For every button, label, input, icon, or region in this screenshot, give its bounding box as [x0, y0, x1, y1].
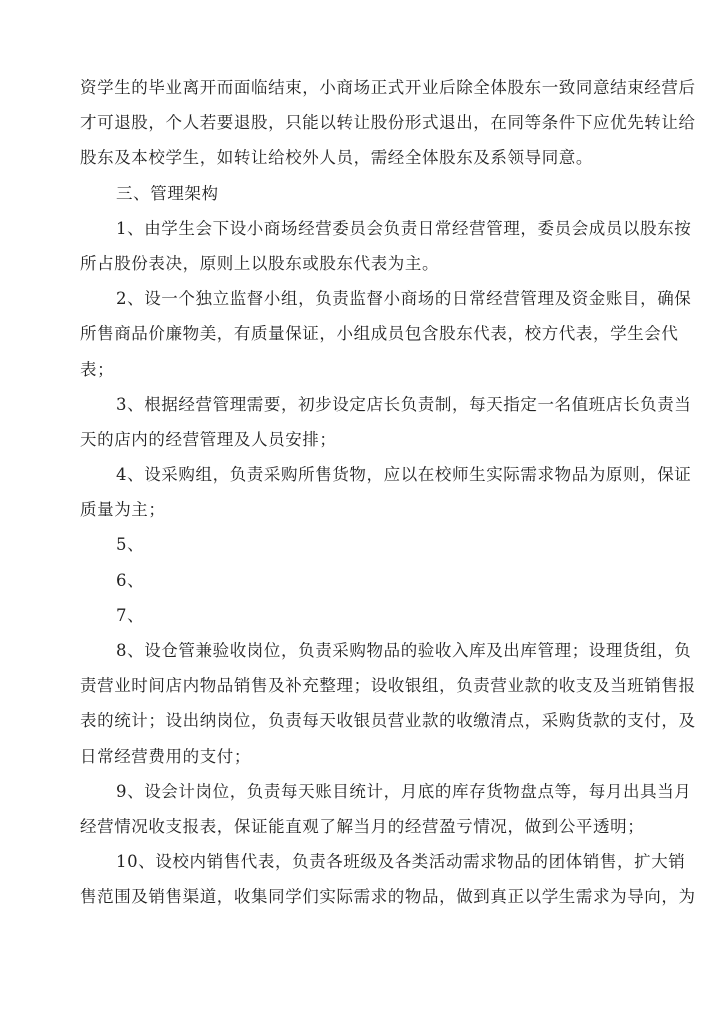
paragraph [80, 281, 692, 387]
paragraph [80, 633, 696, 774]
text-line: 所占股份表决，原则上以股东或股东代表为主。 [80, 253, 440, 273]
text-line: 所售商品价廉物美，有质量保证，小组成员包含股东代表，校方代表，学生会代 [80, 324, 679, 344]
paragraph [80, 598, 650, 633]
text-line: 责营业时间店内物品销售及补充整理；设收银组，负责营业款的收支及当班销售报 [80, 676, 696, 696]
text-line: 才可退股，个人若要退股，只能以转让股份形式退出，在同等条件下应优先转让给 [80, 113, 696, 133]
paragraph [80, 387, 692, 457]
text-line: 资学生的毕业离开而面临结束，小商场正式开业后除全体股东一致同意结束经营后 [80, 78, 696, 97]
text-line: 天的店内的经营管理及人员安排； [80, 429, 337, 449]
paragraph [80, 457, 692, 527]
text-line: 2、设一个独立监督小组，负责监督小商场的日常经营管理及资金账目，确保 [116, 289, 692, 309]
paragraph [80, 844, 696, 914]
text-line: 3、根据经营管理需要，初步设定店长负责制，每天指定一名值班店长负责当 [116, 394, 692, 414]
text-line: 表的统计；设出纳岗位，负责每天收银员营业款的收缴清点，采购货款的支付，及 [80, 711, 696, 731]
text-line: 表； [80, 359, 115, 379]
paragraph [80, 563, 650, 598]
text-line: 4、设采购组，负责采购所售货物，应以在校师生实际需求物品为原则，保证 [116, 465, 692, 485]
text-line: 日常经营费用的支付； [80, 746, 251, 766]
document-body [80, 70, 696, 915]
text-line: 6、 [116, 570, 145, 590]
text-line: 股东及本校学生，如转让给校外人员，需经全体股东及系领导同意。 [80, 148, 593, 168]
paragraph [80, 527, 650, 562]
paragraph [80, 176, 650, 211]
text-line: 10、设校内销售代表，负责各班级及各类活动需求物品的团体销售，扩大销 [116, 852, 686, 872]
text-line: 7、 [116, 605, 145, 625]
text-line: 经营情况收支报表，保证能直观了解当月的经营盈亏情况，做到公平透明； [80, 816, 645, 836]
paragraph [80, 211, 692, 281]
text-line: 9、设会计岗位，负责每天账目统计，月底的库存货物盘点等，每月出具当月 [116, 781, 692, 801]
text-line: 售范围及销售渠道，收集同学们实际需求的物品，做到真正以学生需求为导向，为 [80, 887, 696, 907]
text-line: 质量为主； [80, 500, 166, 520]
text-line: 三、管理架构 [116, 183, 219, 203]
text-line: 8、设仓管兼验收岗位，负责采购物品的验收入库及出库管理；设理货组，负 [116, 641, 692, 660]
paragraph [80, 774, 692, 844]
paragraph [80, 70, 696, 176]
text-line: 1、由学生会下设小商场经营委员会负责日常经营管理，委员会成员以股东按 [116, 218, 692, 238]
text-line: 5、 [116, 535, 145, 555]
